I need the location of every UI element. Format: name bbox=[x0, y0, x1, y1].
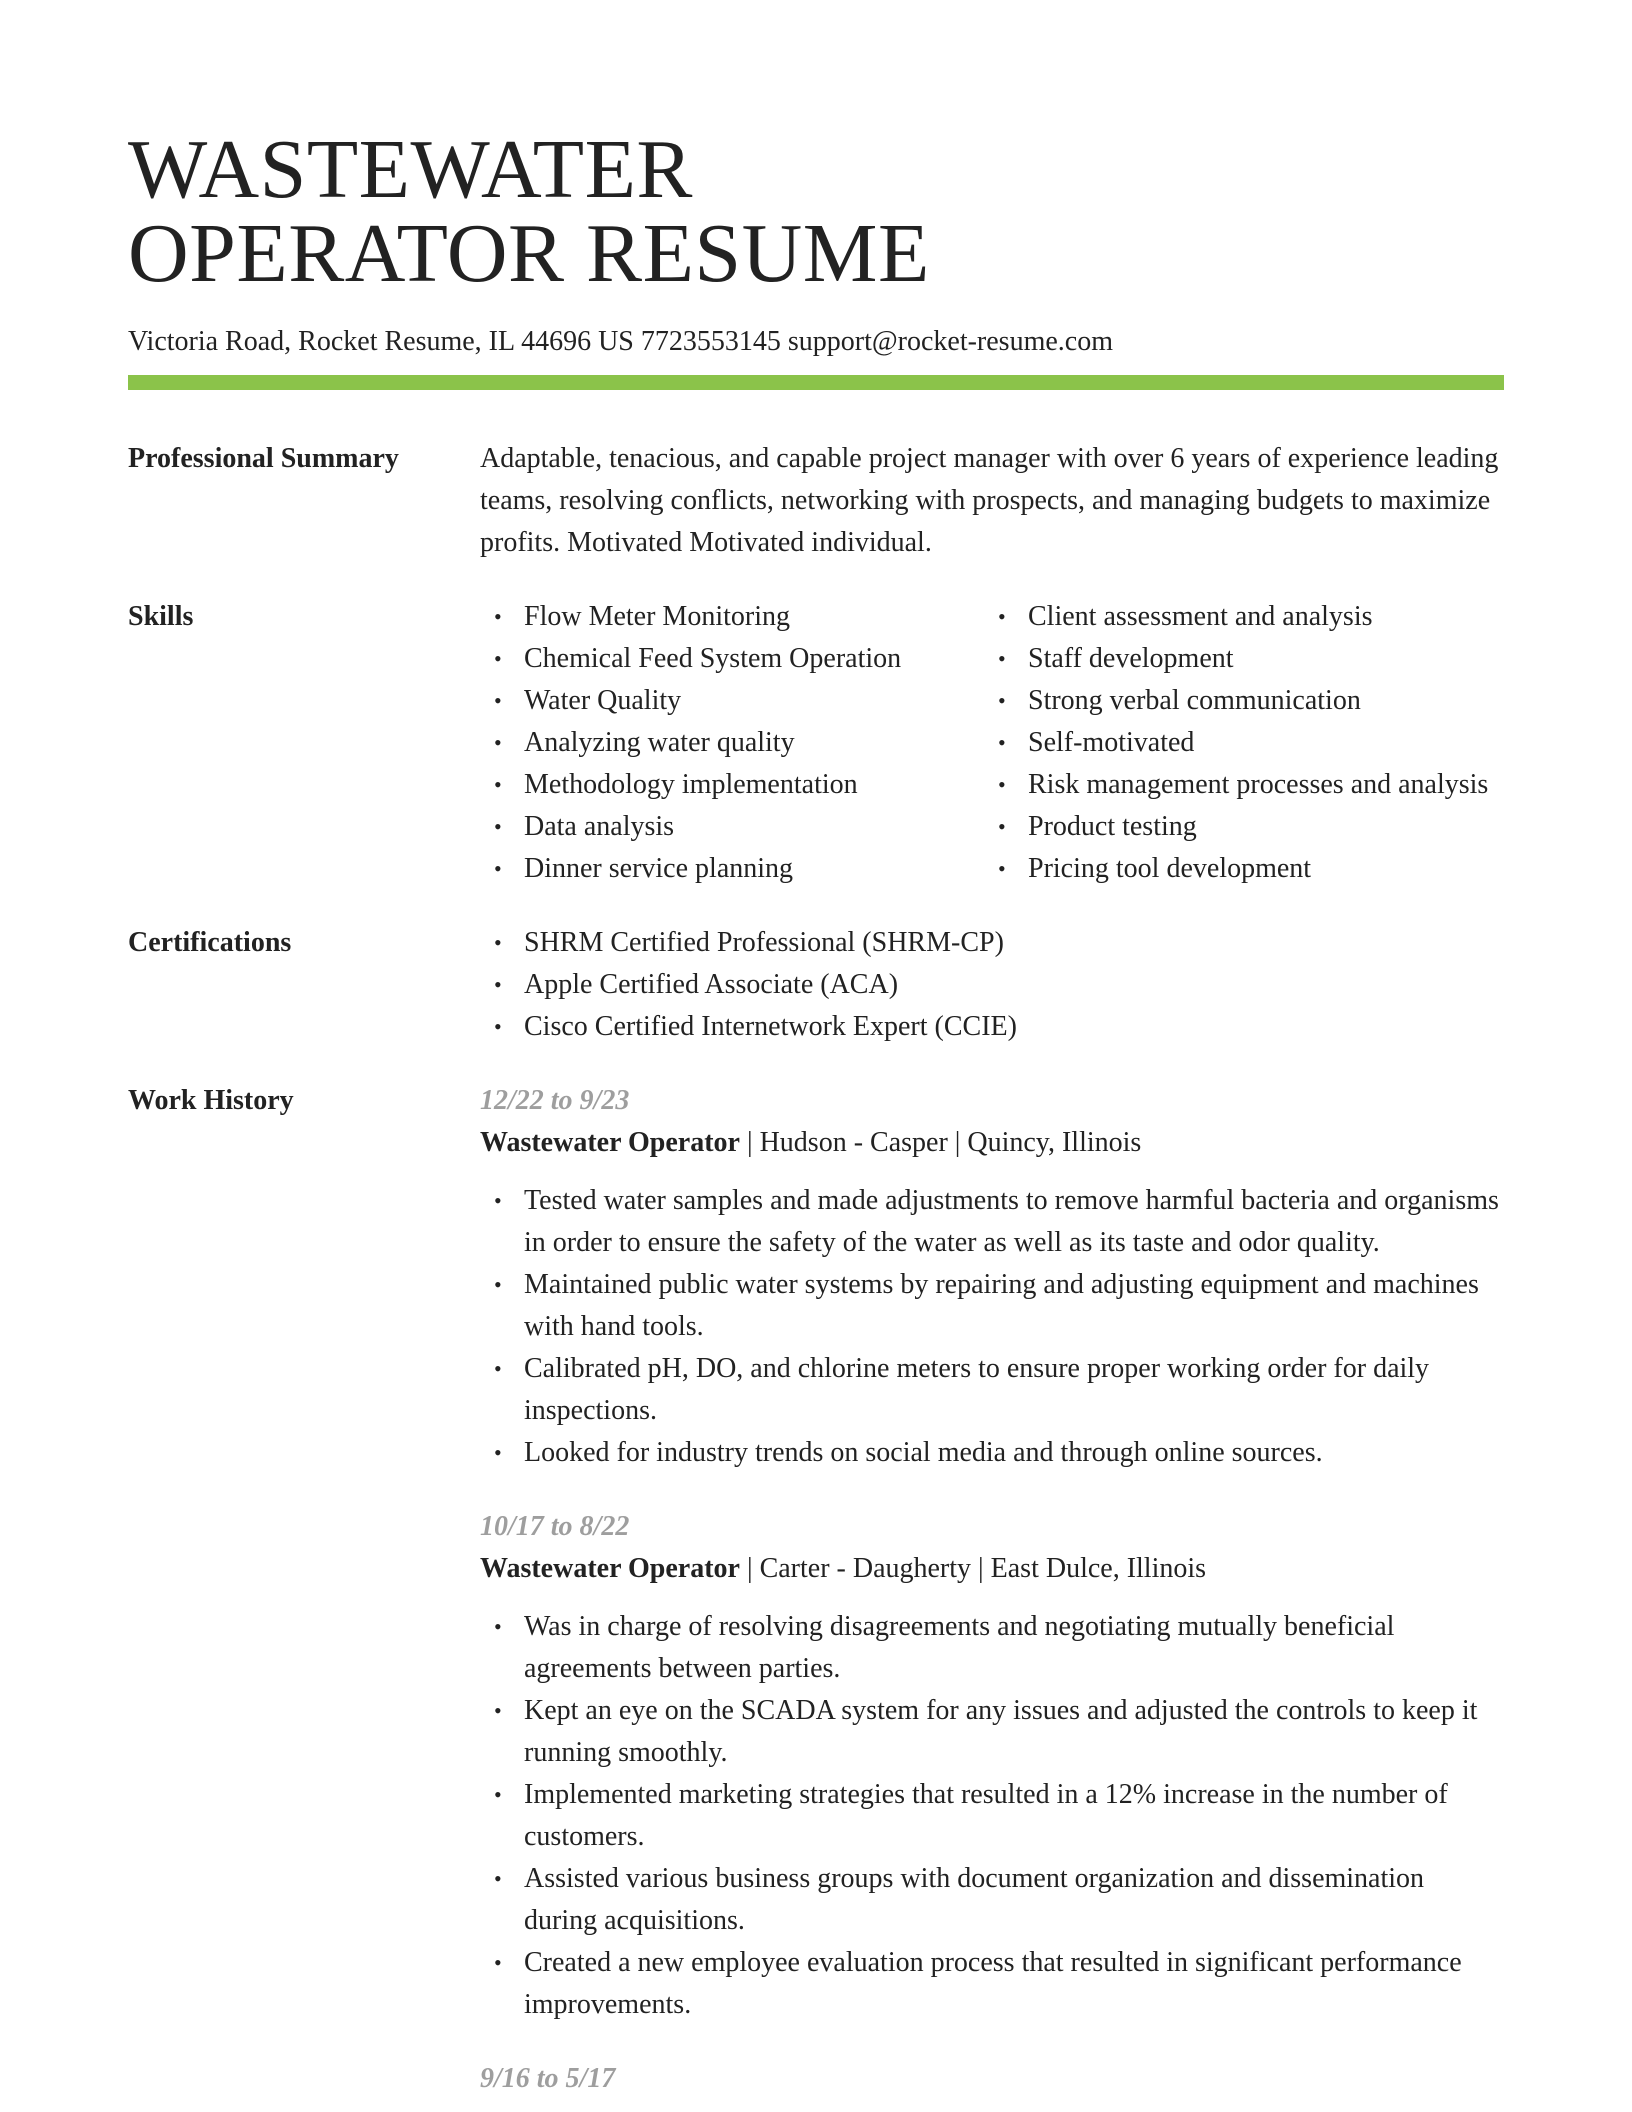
bullet-icon: • bbox=[998, 688, 1006, 713]
skill-item bbox=[984, 638, 1504, 680]
skill-item bbox=[984, 596, 1504, 638]
job-bullet bbox=[480, 1858, 1504, 1942]
job-dates: 12/22 to 9/23 bbox=[480, 1085, 630, 1116]
bullet-icon: • bbox=[998, 604, 1006, 629]
job-bullet-text: Implemented marketing strategies that resulted in a 12% increase in the number of customers. bbox=[524, 1779, 1448, 1852]
bullet-icon: • bbox=[494, 856, 502, 881]
job-bullet-text: Created a new employee evaluation process that resulted in significant performance improvements. bbox=[524, 1947, 1462, 2020]
job-bullet bbox=[480, 1942, 1504, 2026]
skill-item-text: Product testing bbox=[1028, 811, 1197, 842]
job-entry bbox=[480, 2058, 1504, 2100]
job-company: | Hudson - Casper | Quincy, Illinois bbox=[739, 1127, 1142, 1158]
job-bullet-text: Calibrated pH, DO, and chlorine meters to ensure proper working order for daily inspections. bbox=[524, 1353, 1430, 1426]
skill-item-text: Dinner service planning bbox=[524, 853, 794, 884]
skills-section bbox=[128, 596, 1504, 890]
job-bullet bbox=[480, 1774, 1504, 1858]
skill-item-text: Analyzing water quality bbox=[524, 727, 795, 758]
resume-page bbox=[128, 123, 1504, 2100]
certification-item bbox=[480, 964, 1504, 1006]
title-line-1: WASTEWATER bbox=[128, 123, 693, 216]
job-bullet bbox=[480, 1180, 1504, 1264]
bullet-icon: • bbox=[494, 1950, 502, 1975]
work-history-section bbox=[128, 1080, 1504, 2100]
bullet-icon: • bbox=[494, 730, 502, 755]
bullet-icon: • bbox=[494, 1014, 502, 1039]
skill-item bbox=[984, 764, 1504, 806]
bullet-icon: • bbox=[494, 1698, 502, 1723]
bullet-icon: • bbox=[494, 1782, 502, 1807]
job-heading bbox=[480, 1122, 1504, 1164]
job-bullet-text: Tested water samples and made adjustments to remove harmful bacteria and organisms in order to ensure the safety of the water as well as its taste and odor quality. bbox=[524, 1185, 1499, 1258]
bullet-icon: • bbox=[494, 1614, 502, 1639]
job-title: Wastewater Operator bbox=[480, 1127, 740, 1158]
certification-item bbox=[480, 1006, 1504, 1048]
skill-item bbox=[480, 722, 984, 764]
skill-item bbox=[984, 722, 1504, 764]
skill-item bbox=[480, 638, 984, 680]
contact-line: Victoria Road, Rocket Resume, IL 44696 US 7723553145 support@rocket-resume.com bbox=[128, 326, 1113, 357]
job-entry bbox=[480, 1506, 1504, 2026]
certifications-list bbox=[480, 922, 1504, 1048]
job-bullet-text: Maintained public water systems by repairing and adjusting equipment and machines with hand tools. bbox=[524, 1269, 1479, 1342]
header-divider bbox=[128, 375, 1504, 390]
certification-item-text: Apple Certified Associate (ACA) bbox=[524, 969, 899, 1000]
job-title: Wastewater Operator bbox=[480, 1553, 740, 1584]
job-company: | Carter - Daugherty | East Dulce, Illinois bbox=[739, 1553, 1207, 1584]
bullet-icon: • bbox=[494, 604, 502, 629]
bullet-icon: • bbox=[494, 1356, 502, 1381]
bullet-icon: • bbox=[494, 930, 502, 955]
section-label-summary: Professional Summary bbox=[128, 443, 399, 474]
skill-item-text: Strong verbal communication bbox=[1028, 685, 1361, 716]
skill-item bbox=[480, 764, 984, 806]
skill-item-text: Staff development bbox=[1028, 643, 1234, 674]
title-line-2: OPERATOR RESUME bbox=[128, 207, 930, 300]
job-dates: 9/16 to 5/17 bbox=[480, 2063, 616, 2094]
job-heading bbox=[480, 1548, 1504, 1590]
job-bullet-text: Was in charge of resolving disagreements and negotiating mutually beneficial agreements between parties. bbox=[524, 1611, 1395, 1684]
job-bullet bbox=[480, 1264, 1504, 1348]
skill-item bbox=[480, 596, 984, 638]
skill-item-text: Chemical Feed System Operation bbox=[524, 643, 902, 674]
skills-list-left bbox=[480, 596, 984, 890]
summary-section bbox=[128, 438, 1504, 564]
bullet-icon: • bbox=[494, 646, 502, 671]
skill-item-text: Risk management processes and analysis bbox=[1028, 769, 1489, 800]
skill-item-text: Pricing tool development bbox=[1028, 853, 1312, 884]
section-label-work-history: Work History bbox=[128, 1085, 294, 1116]
job-bullet bbox=[480, 1606, 1504, 1690]
skill-item bbox=[480, 680, 984, 722]
bullet-icon: • bbox=[998, 856, 1006, 881]
job-bullet-text: Kept an eye on the SCADA system for any issues and adjusted the controls to keep it running smoothly. bbox=[524, 1695, 1478, 1768]
bullet-icon: • bbox=[998, 814, 1006, 839]
bullet-icon: • bbox=[494, 814, 502, 839]
certification-item-text: Cisco Certified Internetwork Expert (CCIE) bbox=[524, 1011, 1017, 1042]
skill-item-text: Methodology implementation bbox=[524, 769, 858, 800]
job-bullet bbox=[480, 1690, 1504, 1774]
certification-item bbox=[480, 922, 1504, 964]
job-dates: 10/17 to 8/22 bbox=[480, 1511, 630, 1542]
skills-list-right bbox=[984, 596, 1504, 890]
summary-text: Adaptable, tenacious, and capable project manager with over 6 years of experience leading teams, resolving conflicts, networking with prospects, and managing budgets to maximize profits. Motivated Motivated individual. bbox=[480, 443, 1499, 558]
bullet-icon: • bbox=[494, 1272, 502, 1297]
job-bullet-text: Looked for industry trends on social media and through online sources. bbox=[524, 1437, 1323, 1468]
job-entry bbox=[480, 1080, 1504, 1474]
skill-item-text: Water Quality bbox=[524, 685, 682, 716]
section-label-skills: Skills bbox=[128, 601, 194, 632]
page-title bbox=[128, 123, 1504, 300]
skills-columns bbox=[480, 596, 1504, 890]
certifications-section bbox=[128, 922, 1504, 1048]
skill-item-text: Self-motivated bbox=[1028, 727, 1195, 758]
skill-item bbox=[984, 680, 1504, 722]
job-bullet bbox=[480, 1432, 1504, 1474]
bullet-icon: • bbox=[494, 972, 502, 997]
bullet-icon: • bbox=[494, 1440, 502, 1465]
section-label-certifications: Certifications bbox=[128, 927, 292, 958]
bullet-icon: • bbox=[494, 688, 502, 713]
bullet-icon: • bbox=[494, 1866, 502, 1891]
job-bullets bbox=[480, 1606, 1504, 2026]
skill-item-text: Client assessment and analysis bbox=[1028, 601, 1373, 632]
jobs-list bbox=[480, 1080, 1504, 2100]
skill-item bbox=[984, 848, 1504, 890]
skill-item bbox=[984, 806, 1504, 848]
bullet-icon: • bbox=[998, 730, 1006, 755]
bullet-icon: • bbox=[494, 1188, 502, 1213]
bullet-icon: • bbox=[494, 772, 502, 797]
job-bullet bbox=[480, 1348, 1504, 1432]
skill-item bbox=[480, 806, 984, 848]
skill-item bbox=[480, 848, 984, 890]
job-bullets bbox=[480, 1180, 1504, 1474]
skill-item-text: Flow Meter Monitoring bbox=[524, 601, 790, 632]
bullet-icon: • bbox=[998, 646, 1006, 671]
bullet-icon: • bbox=[998, 772, 1006, 797]
skill-item-text: Data analysis bbox=[524, 811, 675, 842]
certification-item-text: SHRM Certified Professional (SHRM-CP) bbox=[524, 927, 1004, 958]
job-bullet-text: Assisted various business groups with document organization and dissemination during acquisitions. bbox=[524, 1863, 1425, 1936]
